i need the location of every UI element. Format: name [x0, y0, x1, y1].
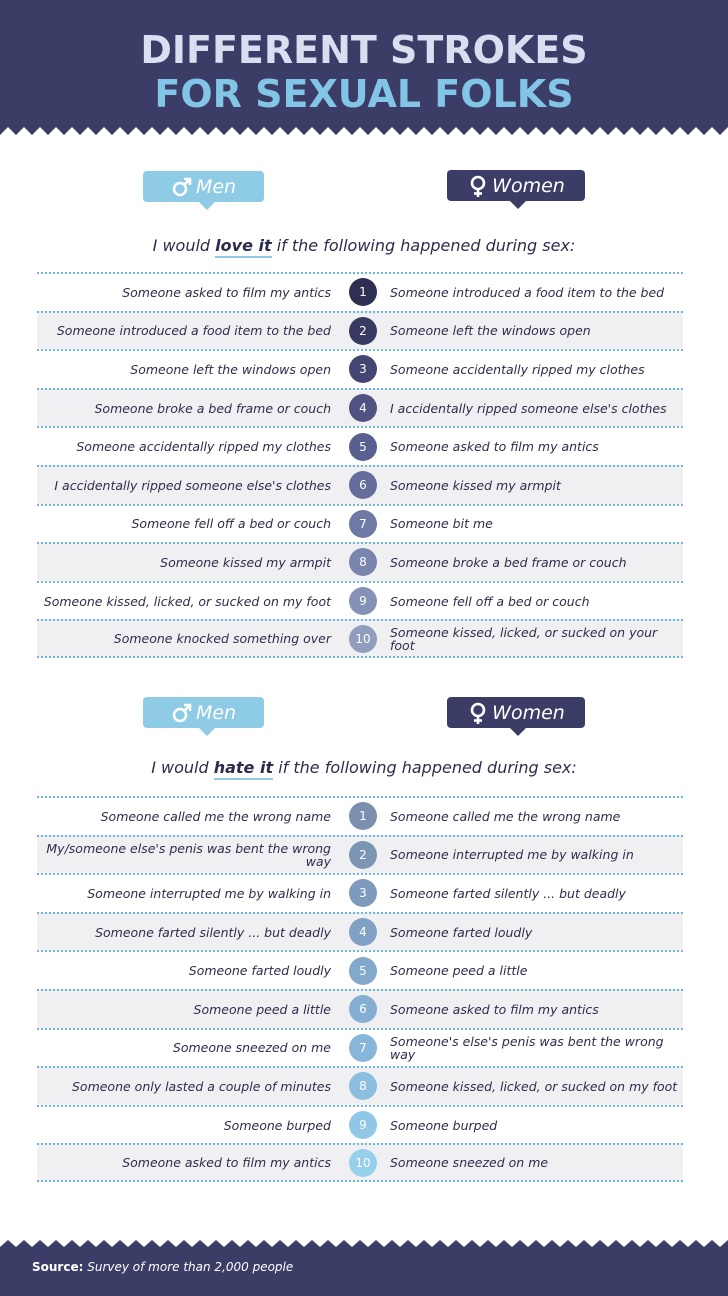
- table-row: [37, 465, 683, 504]
- men-answer: Someone fell off a bed or couch: [131, 516, 331, 532]
- men-label-love: [143, 171, 264, 202]
- men-answer: Someone broke a bed frame or couch: [94, 400, 331, 416]
- men-answer: Someone kissed, licked, or sucked on my foot: [43, 593, 331, 609]
- women-answer: Someone burped: [390, 1117, 498, 1133]
- table-row: [37, 950, 683, 989]
- men-label-text: Men: [195, 701, 237, 724]
- table-row: [37, 581, 683, 620]
- table-row: [37, 1105, 683, 1144]
- men-label-text: Men: [195, 175, 237, 198]
- rank-badge: 3: [349, 879, 377, 907]
- women-answer: Someone left the windows open: [390, 323, 591, 339]
- table-row: [37, 504, 683, 543]
- men-answer: Someone peed a little: [193, 1001, 331, 1017]
- footer-banner: [0, 1234, 728, 1296]
- women-answer: Someone kissed my armpit: [390, 477, 561, 493]
- rank-badge: 2: [349, 841, 377, 869]
- women-answer: Someone kissed, licked, or sucked on my foot: [390, 1078, 678, 1094]
- women-label-hate: [447, 697, 585, 728]
- rank-badge: 8: [349, 1072, 377, 1100]
- women-answer: Someone farted loudly: [390, 924, 533, 940]
- source-label: Source:: [32, 1260, 84, 1274]
- table-row: [37, 873, 683, 912]
- women-answer: Someone sneezed on me: [390, 1155, 549, 1171]
- men-answer: Someone knocked something over: [113, 631, 331, 647]
- rank-badge: 8: [349, 548, 377, 576]
- title-line-2: FOR SEXUAL FOLKS: [154, 72, 574, 116]
- rank-badge: 1: [349, 278, 377, 306]
- men-answer: Someone farted silently ... but deadly: [95, 924, 331, 940]
- rank-badge: 6: [349, 995, 377, 1023]
- women-answer: Someone asked to film my antics: [390, 439, 599, 455]
- men-answer: I accidentally ripped someone else's clothes: [54, 477, 331, 493]
- male-symbol-icon: [171, 175, 193, 199]
- table-row: [37, 542, 683, 581]
- female-symbol-icon: [467, 174, 489, 198]
- women-answer: Someone called me the wrong name: [390, 808, 621, 824]
- women-answer: Someone accidentally ripped my clothes: [390, 361, 645, 377]
- female-symbol-icon: [467, 701, 489, 725]
- men-answer: Someone asked to film my antics: [122, 284, 331, 300]
- table-row: [37, 912, 683, 951]
- source-note: [32, 1260, 293, 1274]
- women-answer: Someone broke a bed frame or couch: [390, 554, 627, 570]
- love-ranking-table: [37, 272, 683, 658]
- title-line-1: DIFFERENT STROKES: [140, 28, 588, 72]
- rank-badge: 3: [349, 355, 377, 383]
- men-answer: Someone called me the wrong name: [100, 808, 331, 824]
- source-text: Survey of more than 2,000 people: [87, 1260, 294, 1274]
- rank-badge: 7: [349, 510, 377, 538]
- table-row: [37, 349, 683, 388]
- men-answer: Someone sneezed on me: [172, 1040, 331, 1056]
- men-answer: Someone farted loudly: [188, 963, 331, 979]
- rank-badge: 4: [349, 918, 377, 946]
- men-answer: Someone accidentally ripped my clothes: [76, 439, 331, 455]
- table-row: [37, 311, 683, 350]
- table-row: [37, 835, 683, 874]
- hate-prompt-keyword: hate it: [214, 758, 273, 780]
- women-answer: Someone farted silently ... but deadly: [390, 885, 626, 901]
- table-row: [37, 796, 683, 835]
- rank-badge: 2: [349, 317, 377, 345]
- men-answer: Someone introduced a food item to the bed: [56, 323, 331, 339]
- table-row: [37, 1028, 683, 1067]
- rank-badge: 6: [349, 471, 377, 499]
- love-prompt-before: I would: [152, 236, 216, 255]
- women-label-text: Women: [492, 701, 565, 724]
- women-answer: Someone asked to film my antics: [390, 1001, 599, 1017]
- zigzag-edge-bottom: [0, 1233, 728, 1247]
- men-label-hate: [143, 697, 264, 728]
- header-banner: [0, 0, 728, 142]
- women-answer: Someone introduced a food item to the bed: [390, 284, 665, 300]
- rank-badge: 9: [349, 587, 377, 615]
- men-answer: Someone burped: [223, 1117, 331, 1133]
- rank-badge: 4: [349, 394, 377, 422]
- rank-badge: 1: [349, 802, 377, 830]
- men-answer: Someone left the windows open: [130, 361, 331, 377]
- men-answer: Someone kissed my armpit: [160, 554, 331, 570]
- hate-ranking-table: [37, 796, 683, 1182]
- table-row: [37, 388, 683, 427]
- women-label-text: Women: [492, 174, 565, 197]
- men-answer: My/someone else's penis was bent the wrong way: [46, 840, 331, 869]
- rank-badge: 10: [349, 1149, 377, 1177]
- men-answer: Someone only lasted a couple of minutes: [71, 1078, 331, 1094]
- rank-badge: 10: [349, 625, 377, 653]
- women-answer: Someone's else's penis was bent the wrong way: [390, 1033, 664, 1062]
- table-row: [37, 272, 683, 311]
- women-answer: Someone fell off a bed or couch: [390, 593, 590, 609]
- women-answer: I accidentally ripped someone else's clothes: [390, 400, 667, 416]
- men-answer: Someone asked to film my antics: [122, 1155, 331, 1171]
- women-label-love: [447, 170, 585, 201]
- rank-badge: 7: [349, 1034, 377, 1062]
- hate-prompt-before: I would: [151, 758, 214, 777]
- women-answer: Someone peed a little: [390, 963, 528, 979]
- love-prompt-keyword: love it: [215, 236, 271, 258]
- hate-prompt-after: if the following happened during sex:: [273, 758, 577, 777]
- rank-badge: 5: [349, 433, 377, 461]
- table-row: [37, 1143, 683, 1182]
- table-row: [37, 426, 683, 465]
- zigzag-edge-top: [0, 127, 728, 143]
- hate-prompt: [0, 758, 728, 777]
- women-answer: Someone bit me: [390, 516, 493, 532]
- rank-badge: 9: [349, 1111, 377, 1139]
- women-answer: Someone interrupted me by walking in: [390, 847, 634, 863]
- women-answer: Someone kissed, licked, or sucked on your foot: [390, 624, 658, 653]
- love-prompt: [0, 236, 728, 255]
- table-row: [37, 1066, 683, 1105]
- table-row: [37, 619, 683, 658]
- male-symbol-icon: [171, 701, 193, 725]
- love-prompt-after: if the following happened during sex:: [271, 236, 576, 255]
- rank-badge: 5: [349, 957, 377, 985]
- table-row: [37, 989, 683, 1028]
- men-answer: Someone interrupted me by walking in: [87, 885, 331, 901]
